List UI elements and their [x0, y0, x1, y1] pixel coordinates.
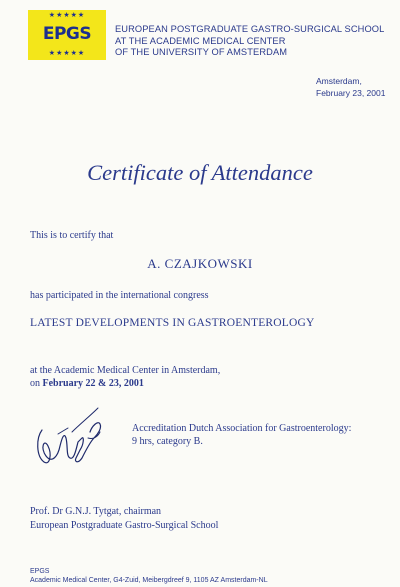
certificate-title: Certificate of Attendance — [87, 160, 313, 185]
logo-text: EPGS — [42, 24, 92, 44]
signer-name: Prof. Dr G.N.J. Tytgat, chairman — [30, 506, 162, 517]
school-header — [115, 24, 384, 59]
accreditation-line2: 9 hrs, category B. — [132, 436, 203, 447]
place: Amsterdam, — [316, 76, 362, 86]
attendee-name: A. CZAJKOWSKI — [147, 256, 253, 271]
school-header-line2: AT THE ACADEMIC MEDICAL CENTER — [115, 35, 286, 46]
epgs-logo — [28, 10, 106, 60]
place-date — [316, 76, 385, 99]
accreditation-block — [132, 422, 351, 448]
certify-text: This is to certify that — [30, 230, 114, 241]
logo-stars-bottom: ★★★★★ — [48, 49, 86, 57]
accreditation-line1: Accreditation Dutch Association for Gastroenterology: — [132, 423, 352, 434]
congress-title: LATEST DEVELOPMENTS IN GASTROENTEROLOGY — [30, 317, 315, 329]
footer-line2: Academic Medical Center, G4-Zuid, Meibergdreef 9, 1105 AZ Amsterdam-NL — [30, 576, 268, 584]
congress-dates — [30, 378, 144, 389]
logo-stars-top: ★★★★★ — [48, 11, 86, 19]
footer-line1: EPGS — [30, 568, 50, 575]
school-header-line1: EUROPEAN POSTGRADUATE GASTRO-SURGICAL SCHOOL — [115, 24, 385, 34]
signer-block — [30, 505, 218, 532]
signature-icon — [28, 398, 118, 478]
issue-date: February 23, 2001 — [316, 87, 386, 98]
signer-organization: European Postgraduate Gastro-Surgical School — [30, 519, 219, 531]
congress-location: at the Academic Medical Center in Amsterdam, — [30, 365, 221, 376]
participation-text: has participated in the international congress — [30, 290, 209, 301]
school-header-line3: OF THE UNIVERSITY OF AMSTERDAM — [115, 47, 288, 57]
dates-bold: February 22 & 23, 2001 — [42, 378, 144, 389]
footer-address — [30, 568, 268, 585]
dates-prefix: on — [30, 378, 43, 389]
